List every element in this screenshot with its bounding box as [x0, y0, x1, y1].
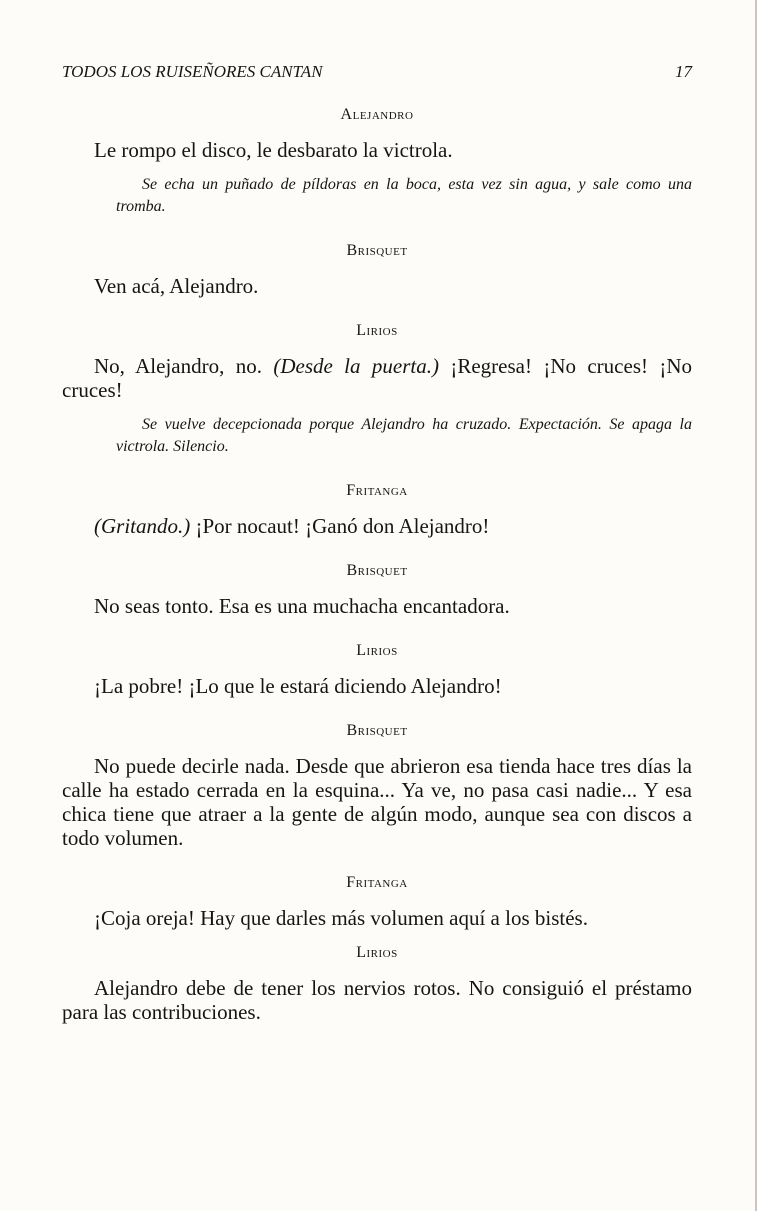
dialogue-line: ¡Coja oreja! Hay que darles más volumen aquí a los bistés.	[94, 906, 588, 930]
speaker-name: Fritanga	[346, 874, 408, 891]
speaker-name: Lirios	[356, 642, 398, 659]
dialogue-line	[62, 514, 692, 538]
speaker-name: Alejandro	[340, 106, 414, 123]
dialogue-line: Le rompo el disco, le desbarato la victrola.	[94, 138, 453, 162]
dialogue-text: No, Alejandro, no.	[94, 354, 262, 378]
speaker-name: Brisquet	[346, 242, 408, 259]
stage-direction: Se vuelve decepcionada porque Alejandro ha cruzado. Expectación. Se apaga la victrola. Silencio.	[116, 416, 692, 455]
speaker-name: Lirios	[356, 944, 398, 961]
dialogue-line: Ven acá, Alejandro.	[94, 274, 259, 298]
stage-direction: Se echa un puñado de píldoras en la boca, esta vez sin agua, y sale como una tromba.	[116, 176, 692, 215]
speaker-name: Lirios	[356, 322, 398, 339]
dialogue-line: Alejandro debe de tener los nervios rotos. No consiguió el préstamo para las contribuciones.	[62, 976, 692, 1024]
play-text	[62, 104, 692, 1024]
speaker-name: Fritanga	[346, 482, 408, 499]
dialogue-line: No seas tonto. Esa es una muchacha encantadora.	[94, 594, 510, 618]
speaker-name: Brisquet	[346, 562, 408, 579]
inline-stage-direction: (Desde la puerta.)	[273, 354, 439, 378]
dialogue-text: ¡Por nocaut! ¡Ganó don Alejandro!	[195, 514, 490, 538]
dialogue-line: ¡La pobre! ¡Lo que le estará diciendo Alejandro!	[94, 674, 502, 698]
speaker-name: Brisquet	[346, 722, 408, 739]
inline-stage-direction: (Gritando.)	[94, 514, 191, 538]
dialogue-line	[62, 354, 692, 402]
running-title: TODOS LOS RUISEÑORES CANTAN	[62, 62, 323, 81]
dialogue-line: No puede decirle nada. Desde que abrieron esa tienda hace tres días la calle ha estado cerrada en la esquina... Ya ve, no pasa casi nadie... Y esa chica tiene que atraer a la gente de algún modo, aunque sea con discos a todo volumen.	[62, 754, 692, 850]
dialogue-text: ¡Regresa! ¡No cruces! ¡No cruces!	[62, 354, 693, 402]
page-number: 17	[675, 62, 692, 81]
